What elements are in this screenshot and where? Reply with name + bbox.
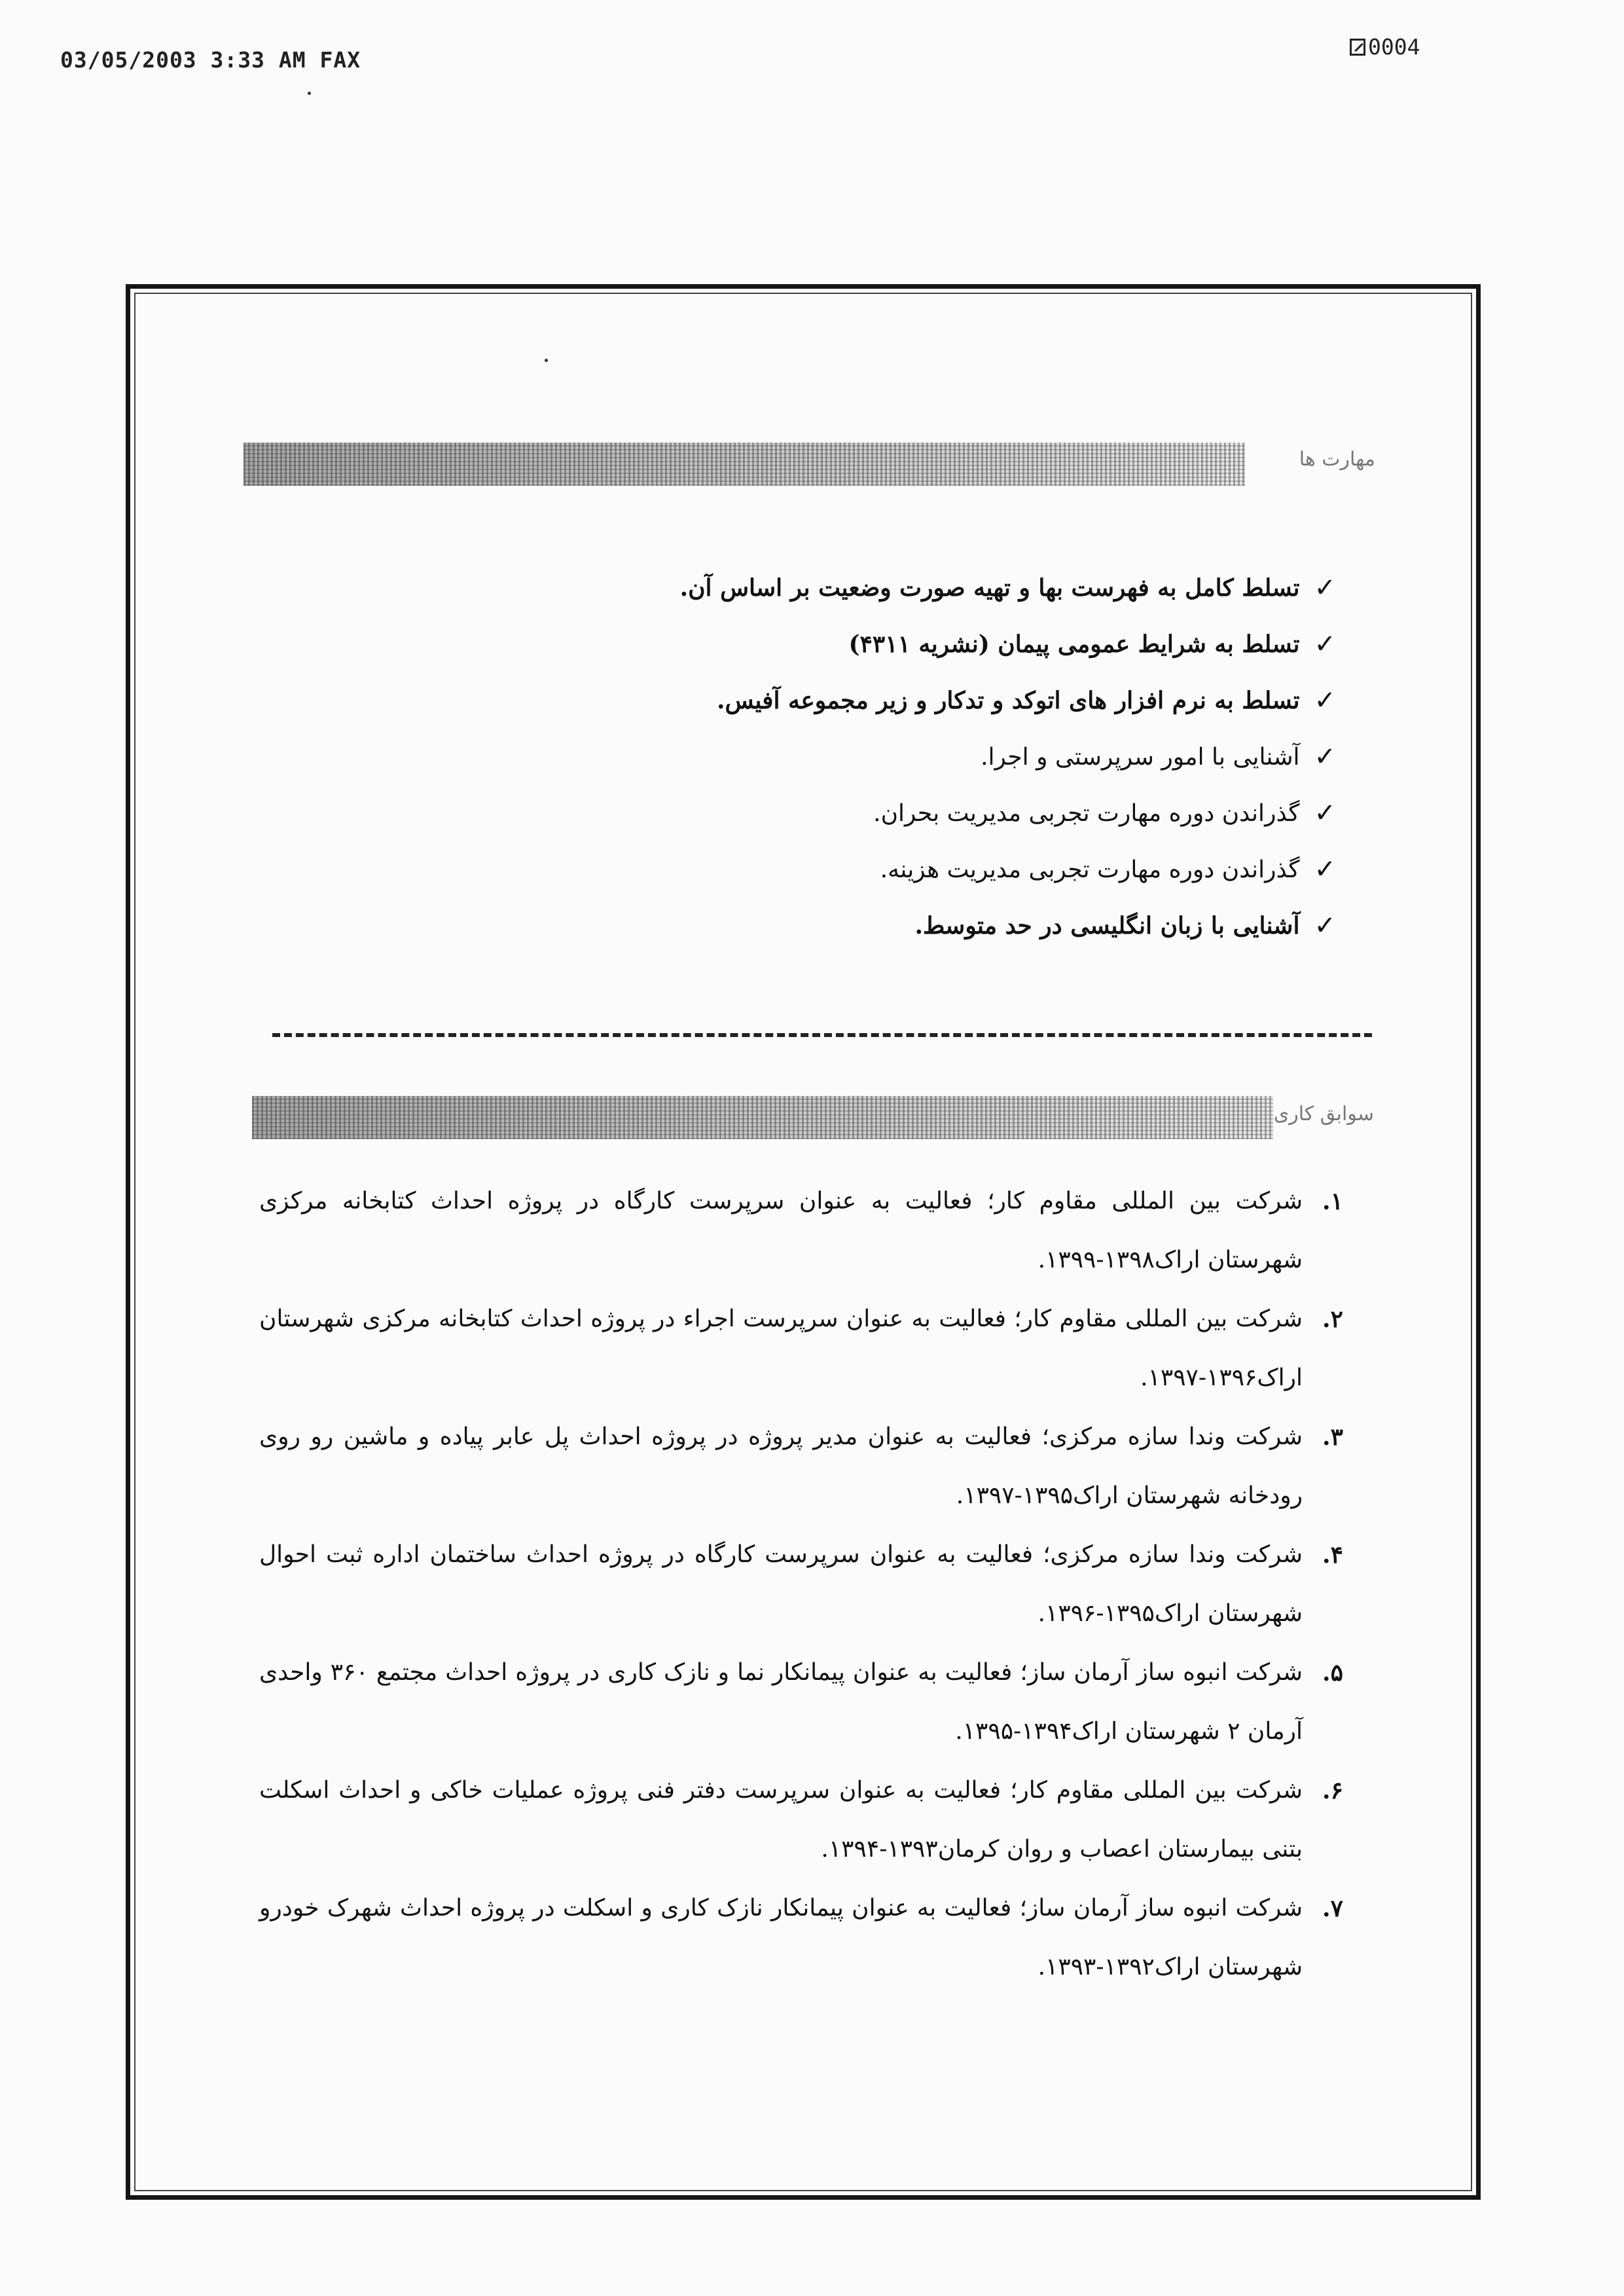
experience-list [259, 1172, 1346, 1997]
skill-item: ✓ تسلط به نرم افزار های اتوکد و تدکار و زیر مجموعه آفیس. [716, 685, 1336, 716]
redacted-block [244, 443, 1245, 486]
experience-item: ۷. شرکت انبوه ساز آرمان ساز؛ فعالیت به عنوان پیمانکار نازک کاری و اسکلت در پروژه احداث شهرک خودرو شهرستان اراک۱۳۹۲-۱۳۹۳. [259, 1895, 1343, 1980]
experience-item: ۲. شرکت بین المللی مقاوم کار؛ فعالیت به عنوان سرپرست اجراء در پروژه احداث کتابخانه مرکزی شهرستان اراک۱۳۹۶-۱۳۹۷. [259, 1305, 1343, 1391]
scan-speck [308, 92, 311, 95]
skill-item: ✓ گذراندن دوره مهارت تجربی مدیریت بحران. [873, 798, 1336, 828]
skill-item: ✓ آشنایی با امور سرپرستی و اجرا. [981, 742, 1336, 772]
skill-item: ✓ آشنایی با زبان انگلیسی در حد متوسط. [914, 911, 1336, 941]
checkmark-icon: ✓ [1314, 911, 1336, 941]
page-number-text: 0004 [1368, 34, 1420, 60]
experience-section-title: سوابق کاری [1273, 1102, 1374, 1125]
skill-item: ✓ تسلط به شرایط عمومی پیمان (نشریه ۴۳۱۱) [848, 629, 1336, 659]
skills-section-title: مهارت ها [1299, 448, 1375, 471]
experience-item: ۳. شرکت وندا سازه مرکزی؛ فعالیت به عنوان مدیر پروژه در پروژه احداث پل عابر پیاده و ماشین رو روی رودخانه شهرستان اراک۱۳۹۵-۱۳۹۷. [259, 1423, 1343, 1509]
skills-list [354, 560, 1336, 954]
checkmark-icon: ✓ [1314, 798, 1336, 828]
page-icon [1350, 39, 1365, 56]
checkmark-icon: ✓ [1314, 742, 1336, 772]
skill-item: ✓ تسلط کامل به فهرست بها و تهیه صورت وضعیت بر اساس آن. [679, 573, 1336, 603]
experience-item: ۵. شرکت انبوه ساز آرمان ساز؛ فعالیت به عنوان پیمانکار نما و نازک کاری در پروژه احداث مجتمع ۳۶۰ واحدی آرمان ۲ شهرستان اراک۱۳۹۴-۱۳۹۵. [259, 1659, 1343, 1745]
checkmark-icon: ✓ [1314, 573, 1336, 603]
experience-item: ۴. شرکت وندا سازه مرکزی؛ فعالیت به عنوان سرپرست کارگاه در پروژه احداث ساختمان اداره ثبت احوال شهرستان اراک۱۳۹۵-۱۳۹۶. [259, 1541, 1343, 1627]
section-divider [272, 1033, 1372, 1037]
checkmark-icon: ✓ [1314, 854, 1336, 884]
redacted-block [252, 1096, 1273, 1139]
checkmark-icon: ✓ [1314, 629, 1336, 659]
skill-item: ✓ گذراندن دوره مهارت تجربی مدیریت هزینه. [880, 854, 1336, 884]
fax-page-number [1350, 34, 1420, 60]
experience-item: ۱. شرکت بین المللی مقاوم کار؛ فعالیت به عنوان سرپرست کارگاه در پروژه احداث کتابخانه مرکزی شهرستان اراک۱۳۹۸-۱۳۹۹. [259, 1188, 1343, 1273]
checkmark-icon: ✓ [1314, 685, 1336, 716]
fax-header: 03/05/2003 3:33 AM FAX [60, 47, 361, 73]
experience-item: ۶. شرکت بین المللی مقاوم کار؛ فعالیت به عنوان سرپرست دفتر فنی پروژه عملیات خاکی و احداث اسکلت بتنی بیمارستان اعصاب و روان کرمان۱۳۹۳-۱۳۹۴. [259, 1777, 1343, 1863]
